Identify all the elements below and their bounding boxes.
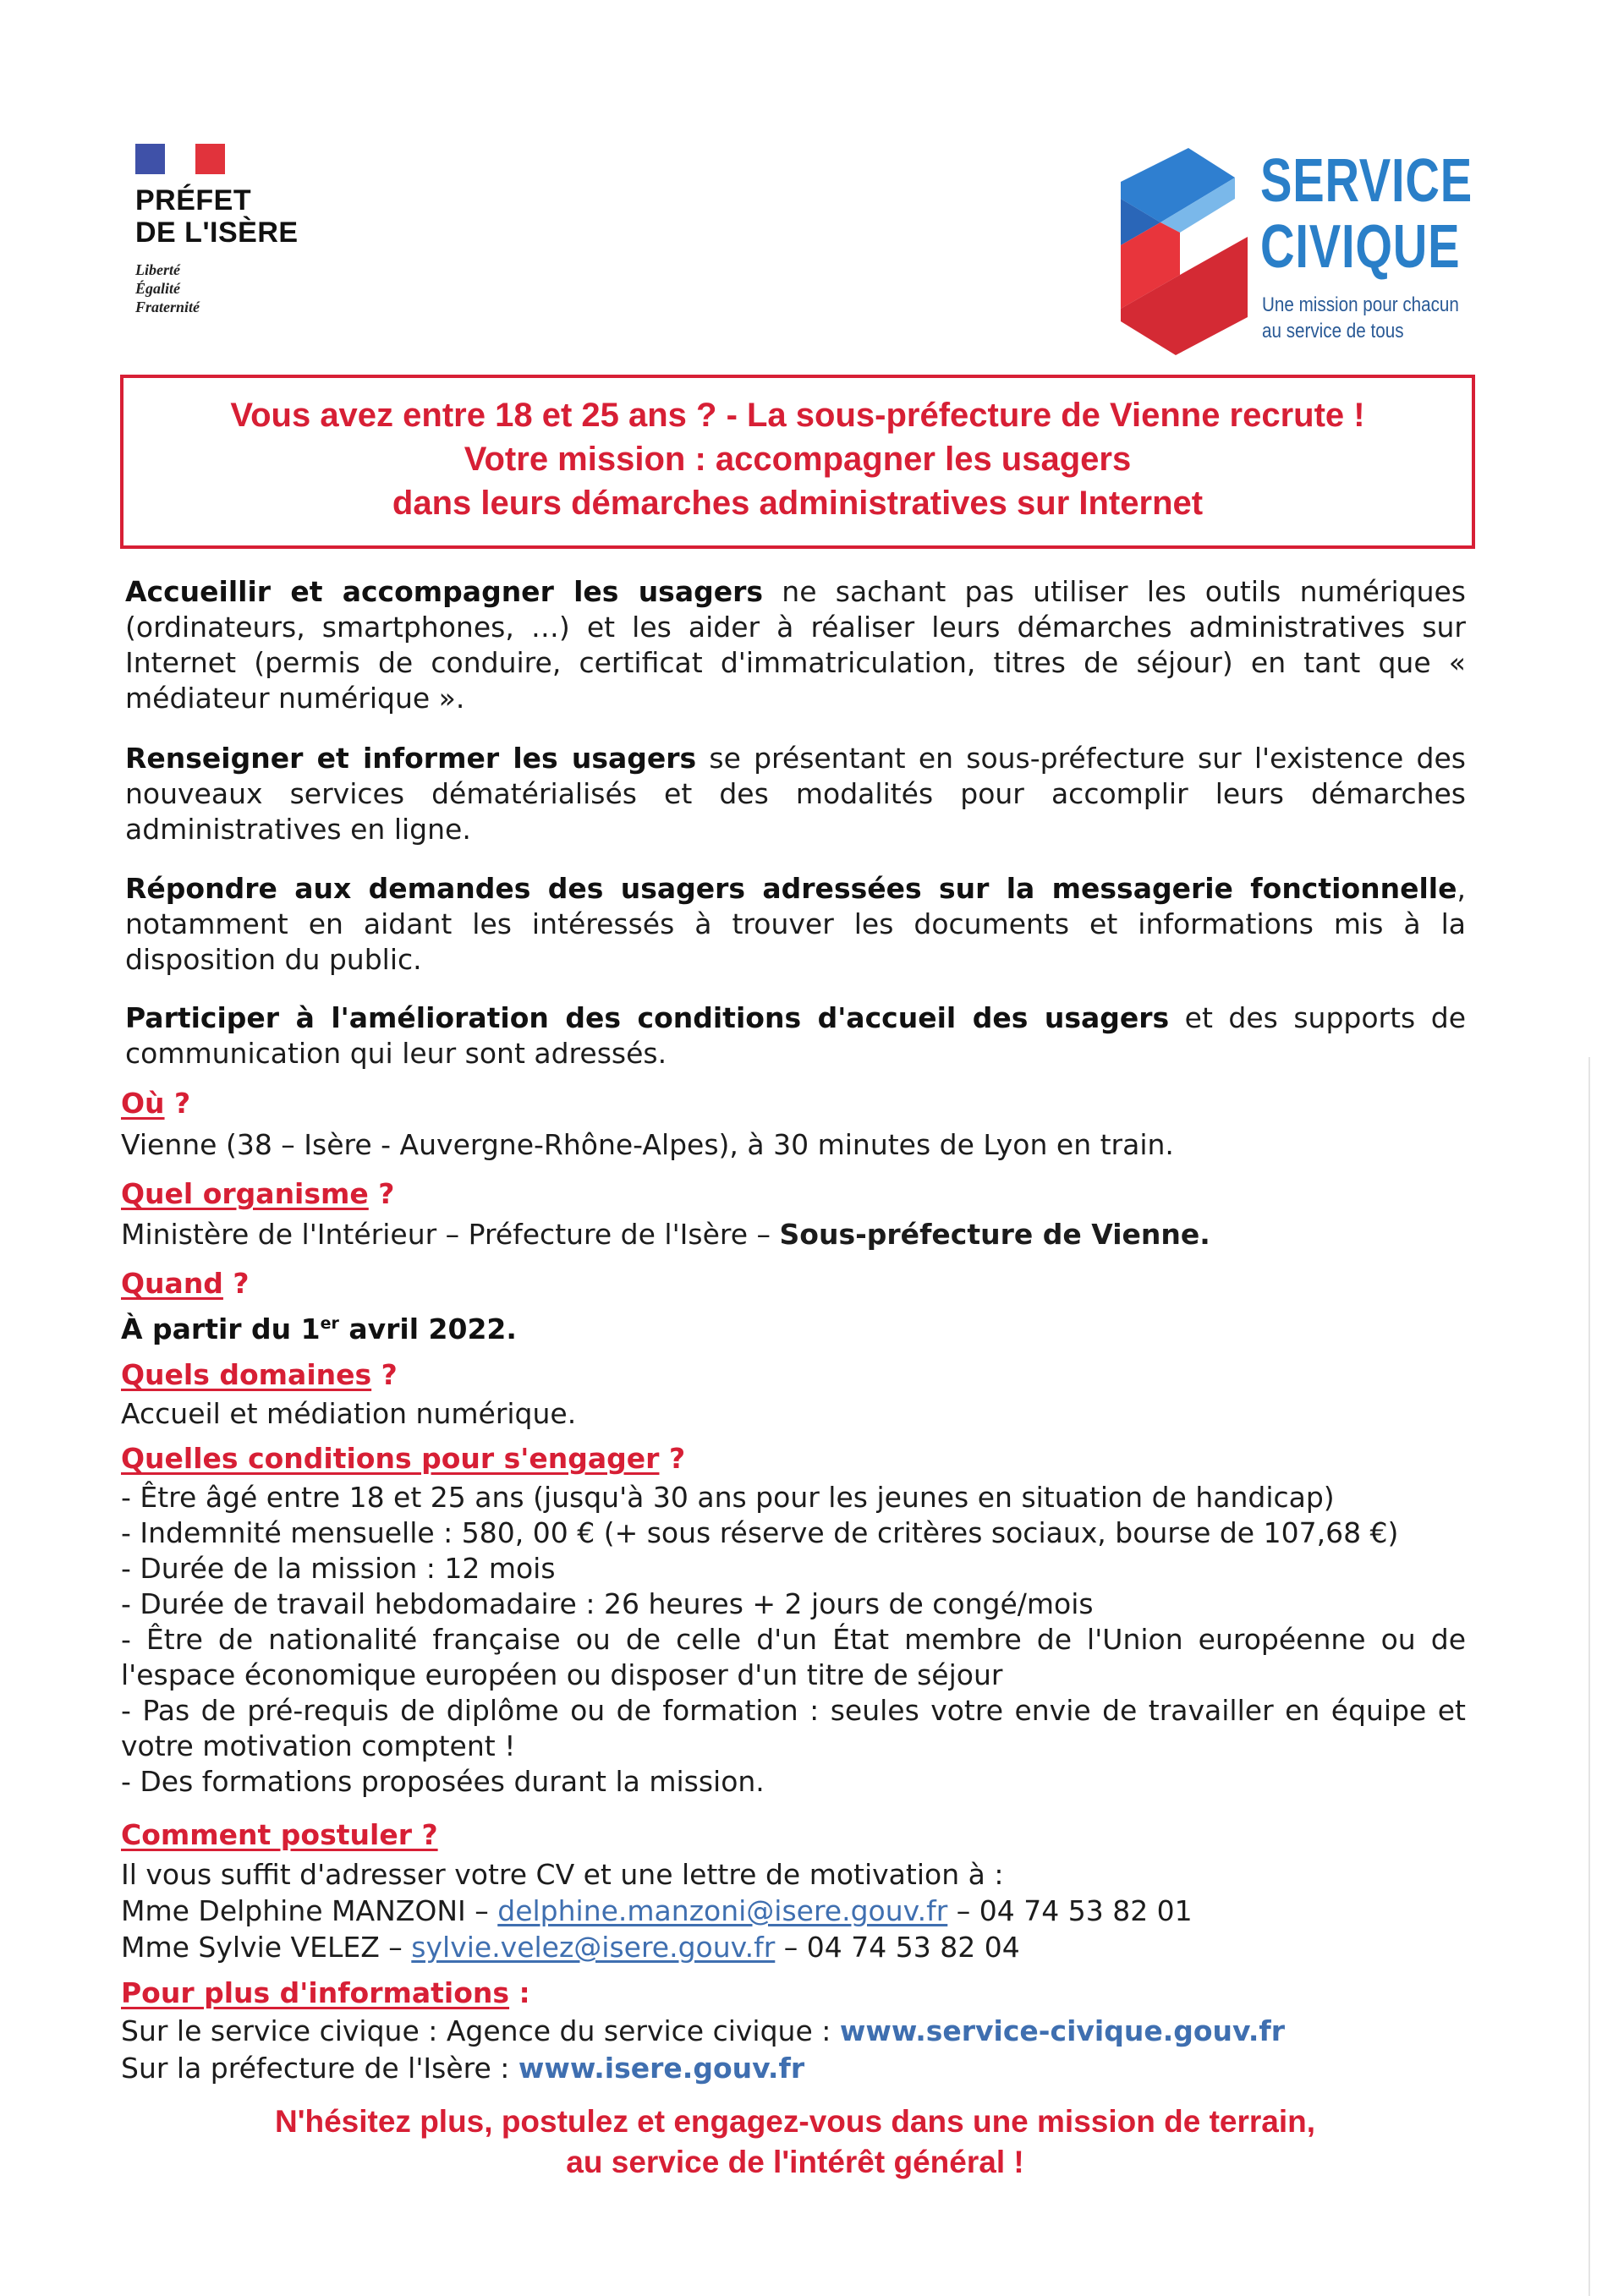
closing-message [118,2101,1472,2183]
when-date-start: À partir du 1 [121,1312,321,1345]
heading-conditions [121,1442,685,1476]
heading-domains [121,1358,398,1392]
mission-paragraph-4 [125,1000,1466,1071]
apply-intro: Il vous suffit d'adresser votre CV et une lettre de motivation à : [121,1858,1004,1891]
condition-item: - Pas de pré-requis de diplôme ou de formation : seules votre envie de travailler en équipe et votre motivation comptent ! [121,1694,1466,1762]
tagline-line1: Une mission pour chacun [1262,293,1459,316]
more-info-row [121,2014,1285,2049]
condition-item: - Durée de la mission : 12 mois [121,1552,556,1585]
motto [135,260,389,316]
heading-when-label: Quand [121,1267,223,1300]
heading-where-label: Où [121,1087,165,1120]
mission-3-lead: Répondre aux demandes des usagers adressées sur la messagerie fonctionnelle [125,872,1457,905]
heading-when-mark: ? [222,1267,250,1300]
scan-edge-divider [1588,1057,1590,2296]
contact-phone: – 04 74 53 82 04 [775,1931,1020,1964]
condition-item: - Durée de travail hebdomadaire : 26 heures + 2 jours de congé/mois [121,1587,1094,1620]
mission-3-text: , notamment en aidant les intéressés à trouver les documents et informations mis à la disposition du public. [125,872,1466,976]
condition-item: - Des formations proposées durant la mission. [121,1765,765,1798]
prefet-title-line1: PRÉFET [135,184,252,216]
mission-1-lead: Accueillir et accompagner les usagers [125,575,764,608]
service-civique-logo [1116,148,1480,359]
prefet-logo [135,144,389,316]
heading-apply [121,1818,438,1852]
service-civique-mark-icon [1116,148,1252,355]
contact-email-link[interactable]: delphine.manzoni@isere.gouv.fr [497,1894,948,1927]
more-info-text: Sur la préfecture de l'Isère : [121,2052,518,2085]
heading-where [121,1087,190,1121]
condition-item: - Être âgé entre 18 et 25 ans (jusqu'à 30 ans pour les jeunes en situation de handicap) [121,1481,1335,1514]
title-box [120,375,1475,549]
heading-organism-label: Quel organisme [121,1177,369,1210]
heading-domains-mark: ? [371,1358,398,1391]
when-date-sup: er [320,1314,339,1333]
mission-paragraph-2 [125,741,1466,847]
heading-where-mark: ? [164,1087,191,1120]
organism-bold: Sous-préfecture de Vienne. [779,1218,1210,1251]
mission-1-text: ne sachant pas utiliser les outils numériques (ordinateurs, smartphones, …) et les aider à réaliser leurs démarches administratives sur Internet (permis de conduire, certificat d'immatriculation, titres de séjour) en tant que « médiateur numérique ». [125,575,1466,715]
heading-domains-label: Quels domaines [121,1358,372,1391]
heading-when [121,1267,250,1301]
condition-item: - Indemnité mensuelle : 580, 00 € (+ sous réserve de critères sociaux, bourse de 107,68 €) [121,1516,1399,1549]
heading-organism [121,1177,394,1211]
motto-egalite: Égalité [135,280,180,297]
organism-text [121,1217,1210,1252]
mission-4-text: et des supports de communication qui leur sont adressés. [125,1001,1466,1070]
domains-text: Accueil et médiation numérique. [121,1397,577,1430]
motto-liberte: Liberté [135,261,180,278]
mission-2-lead: Renseigner et informer les usagers [125,742,697,775]
service-civique-title [1260,148,1473,280]
closing-line1: N'hésitez plus, postulez et engagez-vous dans une mission de terrain, [274,2104,1316,2139]
mission-paragraph-3 [125,871,1466,978]
service-civique-line1: SERVICE [1260,147,1473,215]
heading-conditions-label: Quelles conditions pour s'engager [121,1442,660,1475]
when-date-end: avril 2022. [338,1312,517,1345]
contact-row [121,1893,1193,1929]
mission-2-text: se présentant en sous-préfecture sur l'existence des nouveaux services dématérialisés et des modalités pour accomplir leurs démarches administratives en ligne. [125,742,1466,846]
contact-email-link[interactable]: sylvie.velez@isere.gouv.fr [411,1931,776,1964]
more-info-text: Sur le service civique : Agence du service civique : [121,2014,840,2047]
service-civique-link[interactable]: www.service-civique.gouv.fr [839,2014,1286,2047]
service-civique-tagline [1262,292,1459,344]
prefet-title-line2: DE L'ISÈRE [135,216,299,249]
heading-organism-mark: ? [368,1177,395,1210]
heading-more-info-colon: : [509,1976,530,2009]
heading-apply-label: Comment postuler ? [121,1818,438,1851]
isere-link[interactable]: www.isere.gouv.fr [518,2052,805,2085]
closing-line2: au service de l'intérêt général ! [566,2145,1024,2179]
title-line1: Vous avez entre 18 et 25 ans ? - La sous-préfecture de Vienne recrute ! [230,397,1365,434]
title-line3: dans leurs démarches administratives sur Internet [392,485,1204,522]
title-line2: Votre mission : accompagner les usagers [464,441,1132,478]
mission-paragraph-1 [125,574,1466,716]
heading-more-info [121,1976,530,2010]
mission-4-lead: Participer à l'amélioration des conditions d'accueil des usagers [125,1001,1170,1034]
contact-name: Mme Sylvie VELEZ – [121,1931,412,1964]
condition-item: - Être de nationalité française ou de celle d'un État membre de l'Union européenne ou de l'espace économique européen ou disposer d'un titre de séjour [121,1623,1466,1691]
heading-more-info-label: Pour plus d'informations [121,1976,510,2009]
heading-conditions-mark: ? [659,1442,686,1475]
when-text [121,1306,517,1347]
contact-name: Mme Delphine MANZONI – [121,1894,498,1927]
organism-plain: Ministère de l'Intérieur – Préfecture de l'Isère – [121,1218,780,1251]
service-civique-line2: CIVIQUE [1260,213,1461,281]
contact-phone: – 04 74 53 82 01 [947,1894,1193,1927]
contact-row [121,1930,1020,1965]
more-info-row [121,2051,804,2086]
motto-fraternite: Fraternité [135,299,200,315]
french-flag-icon [135,144,225,174]
tagline-line2: au service de tous [1262,320,1404,342]
where-text: Vienne (38 – Isère - Auvergne-Rhône-Alpes), à 30 minutes de Lyon en train. [121,1128,1174,1161]
